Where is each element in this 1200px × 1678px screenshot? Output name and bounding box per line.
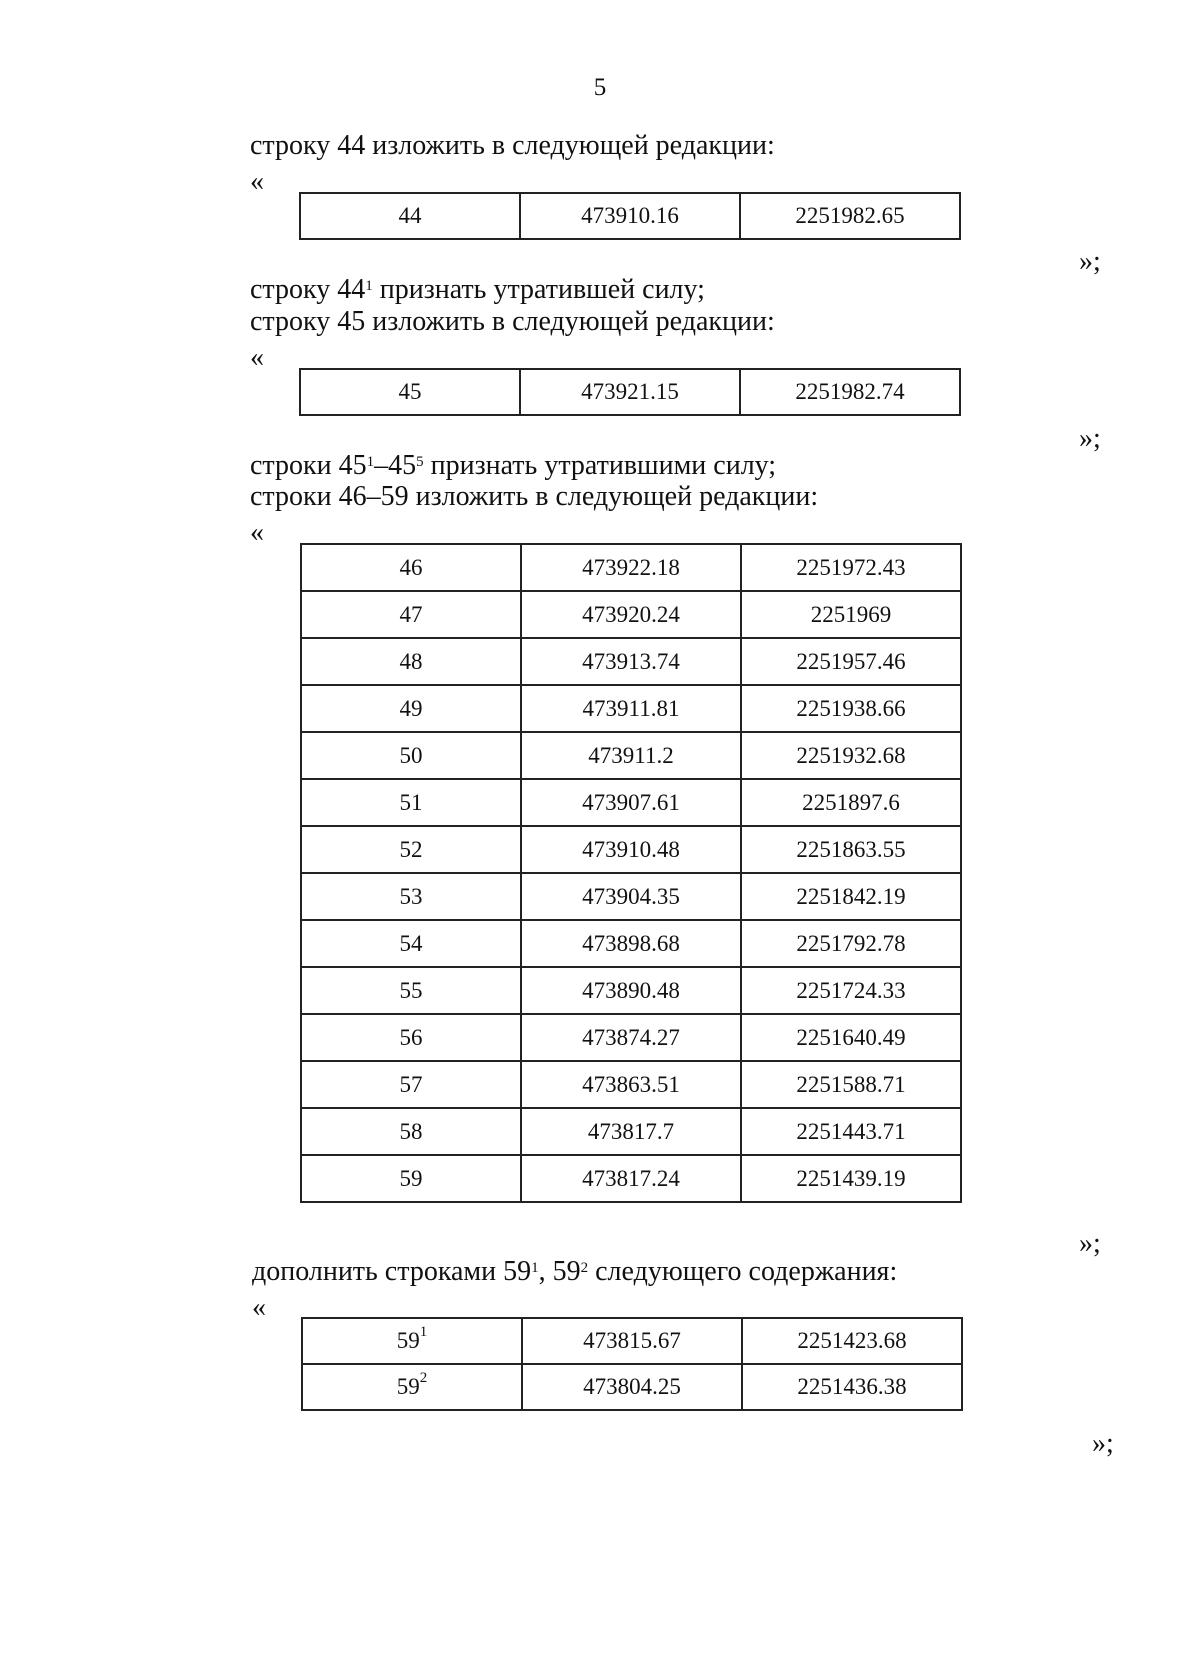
instruction-rows-45x-repealed: строки $45^1-45^5$ признать утратившими силу; <box>250 450 777 481</box>
row-number-cell: $59^1$ <box>302 1318 522 1364</box>
y-coordinate-cell: 2251443.71 <box>741 1108 961 1155</box>
row-number-cell: 51 <box>301 779 521 826</box>
close-quote: »; <box>1092 1428 1114 1459</box>
row-number-cell: 54 <box>301 920 521 967</box>
row-number-cell: 53 <box>301 873 521 920</box>
x-coordinate-cell: 473890.48 <box>521 967 741 1014</box>
table-row <box>301 638 961 685</box>
instruction-rows-46-59: строки 46–59 изложить в следующей редакции: <box>250 481 819 512</box>
x-coordinate-cell: 473907.61 <box>521 779 741 826</box>
table-rows-46-59 <box>300 543 962 1203</box>
row-number-cell: 56 <box>301 1014 521 1061</box>
x-coordinate-cell: 473910.48 <box>521 826 741 873</box>
x-coordinate-cell: 473913.74 <box>521 638 741 685</box>
table-row <box>301 1155 961 1202</box>
instruction-row-44-1-repealed: строку $44^1$ признать утратившей силу; <box>250 274 705 305</box>
row-number-cell: 52 <box>301 826 521 873</box>
row-number-cell: 45 <box>300 369 520 415</box>
table-row <box>301 1014 961 1061</box>
table-row <box>301 544 961 591</box>
x-coordinate-cell: 473817.24 <box>521 1155 741 1202</box>
open-quote: « <box>250 517 264 548</box>
y-coordinate-cell: 2251982.74 <box>740 369 960 415</box>
y-coordinate-cell: 2251863.55 <box>741 826 961 873</box>
x-coordinate-cell: 473863.51 <box>521 1061 741 1108</box>
open-quote: « <box>250 166 264 197</box>
instruction-row-44: строку 44 изложить в следующей редакции: <box>250 130 775 161</box>
table-row <box>301 779 961 826</box>
table-rows-59-added <box>301 1317 963 1411</box>
y-coordinate-cell: 2251724.33 <box>741 967 961 1014</box>
y-coordinate-cell: 2251982.65 <box>740 193 960 239</box>
open-quote: « <box>252 1292 266 1323</box>
page-number: 5 <box>593 74 607 101</box>
table-row <box>301 1061 961 1108</box>
x-coordinate-cell: 473815.67 <box>522 1318 742 1364</box>
y-coordinate-cell: 2251436.38 <box>742 1364 962 1410</box>
y-coordinate-cell: 2251957.46 <box>741 638 961 685</box>
row-number-cell: 50 <box>301 732 521 779</box>
row-number-cell: 59 <box>301 1155 521 1202</box>
y-coordinate-cell: 2251972.43 <box>741 544 961 591</box>
y-coordinate-cell: 2251640.49 <box>741 1014 961 1061</box>
row-number-cell: 57 <box>301 1061 521 1108</box>
y-coordinate-cell: 2251588.71 <box>741 1061 961 1108</box>
x-coordinate-cell: 473898.68 <box>521 920 741 967</box>
x-coordinate-cell: 473804.25 <box>522 1364 742 1410</box>
y-coordinate-cell: 2251938.66 <box>741 685 961 732</box>
table-row <box>301 826 961 873</box>
table-row <box>301 873 961 920</box>
y-coordinate-cell: 2251897.6 <box>741 779 961 826</box>
row-number-cell: 58 <box>301 1108 521 1155</box>
row-number-cell: 48 <box>301 638 521 685</box>
table-row <box>301 732 961 779</box>
table-row <box>301 591 961 638</box>
row-number-cell: 46 <box>301 544 521 591</box>
table-row <box>300 369 960 415</box>
y-coordinate-cell: 2251932.68 <box>741 732 961 779</box>
row-number-cell: 47 <box>301 591 521 638</box>
table-row <box>301 685 961 732</box>
x-coordinate-cell: 473911.81 <box>521 685 741 732</box>
row-number-cell: 55 <box>301 967 521 1014</box>
x-coordinate-cell: 473904.35 <box>521 873 741 920</box>
table-row-45 <box>299 368 961 416</box>
table-row <box>302 1364 962 1410</box>
y-coordinate-cell: 2251423.68 <box>742 1318 962 1364</box>
close-quote: »; <box>1079 246 1101 277</box>
table-row <box>300 193 960 239</box>
x-coordinate-cell: 473922.18 <box>521 544 741 591</box>
open-quote: « <box>250 342 264 373</box>
instruction-row-45: строку 45 изложить в следующей редакции: <box>250 306 775 337</box>
row-number-cell: $59^2$ <box>302 1364 522 1410</box>
y-coordinate-cell: 2251969 <box>741 591 961 638</box>
x-coordinate-cell: 473874.27 <box>521 1014 741 1061</box>
row-number-cell: 44 <box>300 193 520 239</box>
table-row <box>301 920 961 967</box>
x-coordinate-cell: 473817.7 <box>521 1108 741 1155</box>
table-row-44 <box>299 192 961 240</box>
table-row <box>301 1108 961 1155</box>
x-coordinate-cell: 473920.24 <box>521 591 741 638</box>
row-number-cell: 49 <box>301 685 521 732</box>
table-row <box>301 967 961 1014</box>
instruction-add-rows-59: дополнить строками $59^1$, $59^2$ следующего содержания: <box>252 1256 898 1287</box>
x-coordinate-cell: 473921.15 <box>520 369 740 415</box>
y-coordinate-cell: 2251792.78 <box>741 920 961 967</box>
y-coordinate-cell: 2251439.19 <box>741 1155 961 1202</box>
table-row <box>302 1318 962 1364</box>
close-quote: »; <box>1079 1228 1101 1259</box>
close-quote: »; <box>1079 423 1101 454</box>
x-coordinate-cell: 473911.2 <box>521 732 741 779</box>
x-coordinate-cell: 473910.16 <box>520 193 740 239</box>
y-coordinate-cell: 2251842.19 <box>741 873 961 920</box>
